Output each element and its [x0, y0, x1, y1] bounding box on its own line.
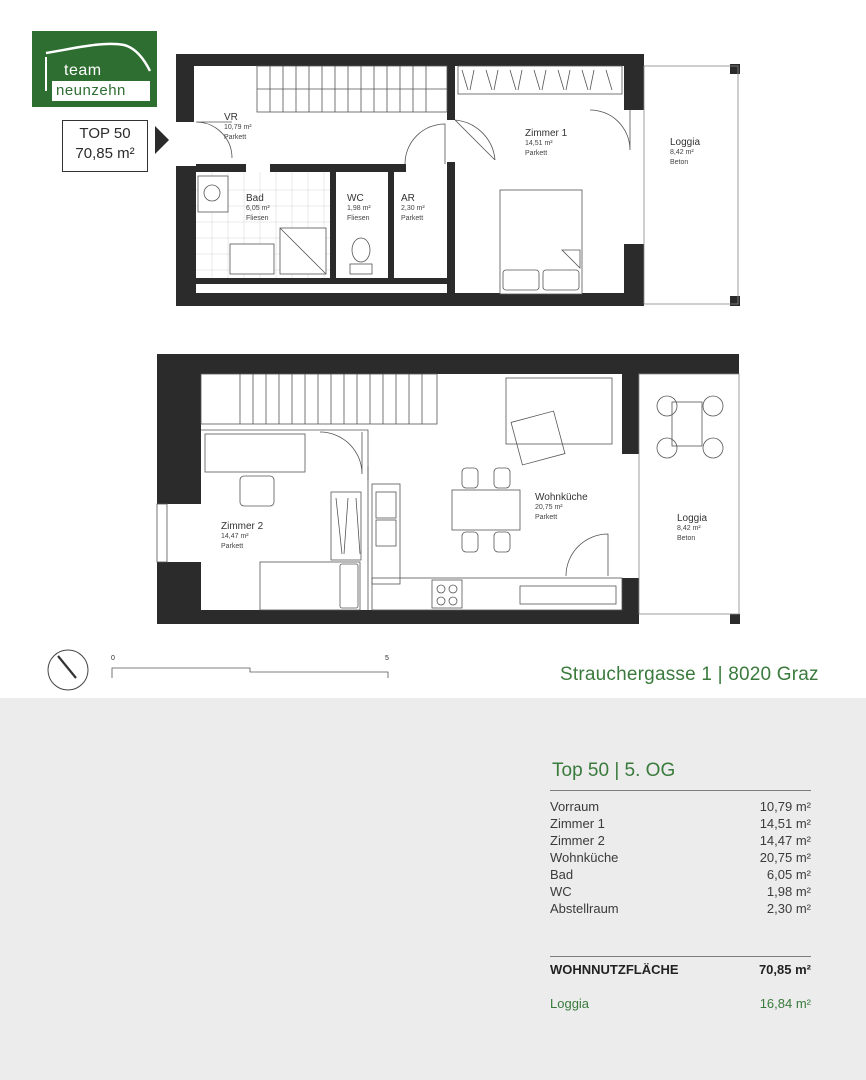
lower-stairs: [201, 374, 437, 424]
lower-interior: [157, 374, 739, 614]
title-divider: [550, 790, 811, 791]
upper-loggia-outline: [644, 66, 738, 304]
scale-end-label: 5: [385, 655, 389, 662]
lower-walls: [157, 354, 740, 624]
room-label-wc: WC 1,98 m² Fliesen: [347, 193, 371, 222]
total-area-row: WOHNNUTZFLÄCHE 70,85 m²: [550, 962, 811, 977]
north-compass-icon: [46, 648, 90, 692]
room-label-ar: AR 2,30 m² Parkett: [401, 193, 425, 222]
room-label-zimmer-1: Zimmer 1 14,51 m² Parkett: [525, 128, 568, 157]
wardrobe: [458, 66, 622, 94]
unit-label: [62, 120, 148, 172]
room-label-lower-loggia: Loggia 8,42 m² Beton: [677, 513, 708, 542]
area-row: Bad 6,05 m²: [550, 867, 811, 882]
loggia-area-row: Loggia 16,84 m²: [550, 996, 811, 1011]
summary-title: Top 50 | 5. OG: [552, 760, 676, 781]
double-bed: [500, 190, 582, 294]
loggia-table-set: [657, 396, 723, 458]
room-label-wohnkueche: Wohnküche 20,75 m² Parkett: [535, 492, 588, 521]
scale-start-label: 0: [111, 655, 115, 662]
room-label-upper-loggia: Loggia 8,42 m² Beton: [670, 137, 701, 166]
unit-number: TOP 50: [79, 125, 131, 142]
area-row: Zimmer 2 14,47 m²: [550, 833, 811, 848]
lower-floor-plan: [150, 350, 750, 630]
bath-fixtures: [198, 176, 372, 274]
upper-floor-plan: [170, 52, 750, 310]
room-label-zimmer-2: Zimmer 2 14,47 m² Parkett: [221, 521, 264, 550]
logo-text-neunzehn: neunzehn: [52, 81, 150, 101]
total-divider: [550, 956, 811, 957]
scale-bar: [108, 660, 398, 682]
unit-area: 70,85 m²: [75, 145, 135, 162]
area-row: Wohnküche 20,75 m²: [550, 850, 811, 865]
area-row: Abstellraum 2,30 m²: [550, 901, 811, 916]
area-row: Vorraum 10,79 m²: [550, 799, 811, 814]
address: Strauchergasse 1 | 8020 Graz: [560, 664, 819, 685]
area-row: WC 1,98 m²: [550, 884, 811, 899]
room-label-bad: Bad 6,05 m² Fliesen: [246, 193, 270, 222]
entrance-arrow-icon: [155, 126, 169, 154]
area-row: Zimmer 1 14,51 m²: [550, 816, 811, 831]
room-label-vr: VR 10,79 m² Parkett: [224, 112, 252, 141]
upper-stairs: [257, 66, 447, 112]
company-logo: [32, 31, 157, 107]
logo-text-team: team: [64, 62, 102, 79]
